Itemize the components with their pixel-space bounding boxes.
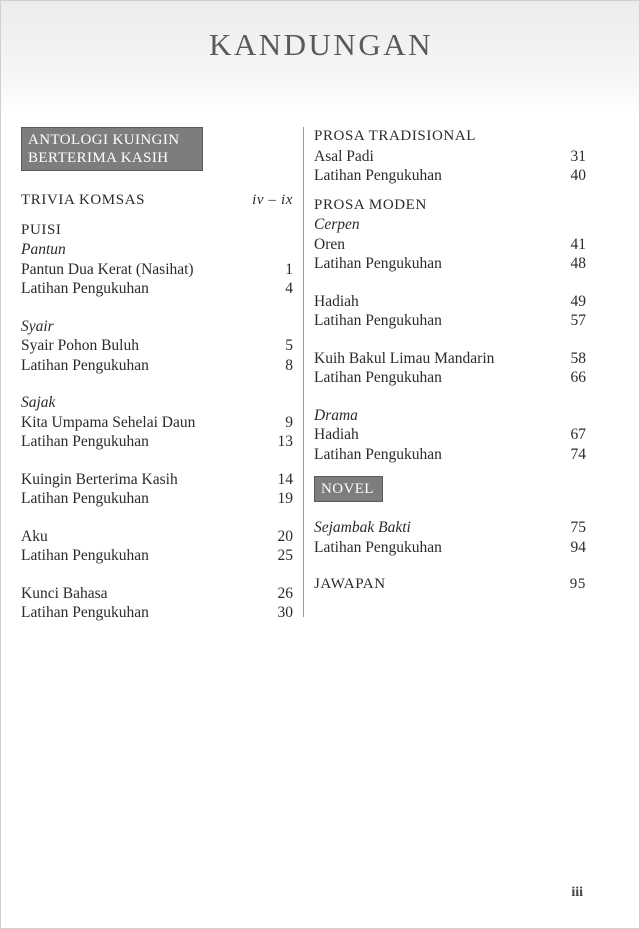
toc-entry[interactable] (314, 425, 586, 445)
entry-label: Latihan Pengukuhan (21, 490, 149, 507)
section-label-novel (314, 476, 383, 502)
entry-page: 94 (570, 538, 586, 556)
section-label-line: ANTOLOGI KUINGIN (28, 132, 180, 148)
right-column (314, 127, 586, 595)
heading-text: PUISI (21, 221, 62, 238)
heading-prosa-tradisional (314, 127, 586, 147)
entry-label: Latihan Pengukuhan (21, 547, 149, 564)
entry-label: Kita Umpama Sehelai Daun (21, 413, 196, 431)
toc-entry[interactable] (314, 166, 586, 186)
entry-page: 49 (570, 292, 586, 310)
entry-page: 67 (570, 426, 586, 443)
toc-entry[interactable] (314, 538, 586, 558)
subheading-text: Drama (314, 406, 358, 424)
entry-page: 66 (570, 369, 586, 386)
entry-page: 48 (570, 255, 586, 272)
toc-entry[interactable] (314, 254, 586, 274)
toc-entry[interactable] (21, 413, 293, 433)
entry-page: 30 (277, 604, 293, 621)
entry-page: 1 (285, 260, 293, 278)
entry-page: 25 (277, 547, 293, 564)
heading-prosa-moden (314, 196, 586, 216)
entry-page: 75 (570, 519, 586, 536)
heading-text: PROSA TRADISIONAL (314, 128, 477, 144)
entry-page: 13 (277, 433, 293, 450)
subheading-syair (21, 317, 293, 337)
toc-entry[interactable] (314, 445, 586, 465)
toc-entry[interactable] (21, 432, 293, 452)
entry-label: Latihan Pengukuhan (314, 538, 442, 556)
toc-entry[interactable] (21, 489, 293, 509)
entry-label: Sejambak Bakti (314, 519, 411, 536)
toc-entry-sejambak-bakti[interactable] (314, 518, 586, 538)
column-divider (303, 127, 304, 617)
entry-page: 26 (277, 584, 293, 602)
entry-page: 5 (285, 337, 293, 354)
toc-entry[interactable] (314, 147, 586, 167)
entry-page: 40 (570, 167, 586, 184)
entry-page: 20 (277, 527, 293, 545)
entry-label: Pantun Dua Kerat (Nasihat) (21, 260, 194, 278)
subheading-drama (314, 406, 586, 426)
section-label-antologi (21, 127, 203, 171)
toc-entry[interactable] (314, 311, 586, 331)
entry-label: Latihan Pengukuhan (314, 312, 442, 329)
entry-label: Latihan Pengukuhan (21, 604, 149, 621)
subheading-text: Pantun (21, 241, 66, 258)
toc-entry[interactable] (314, 349, 586, 369)
toc-entry[interactable] (314, 292, 586, 312)
toc-entry[interactable] (21, 279, 293, 299)
entry-label: Latihan Pengukuhan (314, 445, 442, 463)
entry-label: Latihan Pengukuhan (314, 369, 442, 386)
heading-text: PROSA MODEN (314, 196, 427, 213)
entry-label: Hadiah (314, 426, 359, 443)
entry-label: Oren (314, 235, 345, 253)
toc-entry[interactable] (21, 356, 293, 376)
entry-label: Latihan Pengukuhan (21, 280, 149, 297)
subheading-text: Sajak (21, 394, 56, 411)
entry-page: 9 (285, 413, 293, 431)
subheading-text: Cerpen (314, 216, 360, 233)
entry-page: 14 (277, 470, 293, 488)
entry-page: 19 (277, 490, 293, 507)
toc-entry[interactable] (314, 368, 586, 388)
toc-entry[interactable] (21, 336, 293, 356)
subheading-text: Syair (21, 317, 54, 335)
entry-page: 57 (570, 312, 586, 329)
entry-page: 8 (285, 356, 293, 374)
heading-puisi (21, 221, 293, 241)
toc-entry[interactable] (21, 470, 293, 490)
entry-page: 41 (570, 235, 586, 253)
entry-label: TRIVIA KOMSAS (21, 192, 146, 208)
subheading-cerpen (314, 215, 586, 235)
toc-entry[interactable] (314, 235, 586, 255)
entry-page: 74 (570, 445, 586, 463)
toc-entry[interactable] (21, 584, 293, 604)
entry-label: JAWAPAN (314, 576, 386, 592)
toc-entry[interactable] (21, 527, 293, 547)
left-column (21, 127, 293, 623)
section-label-text: NOVEL (321, 481, 374, 497)
subheading-sajak (21, 393, 293, 413)
entry-label: Kuingin Berterima Kasih (21, 470, 178, 488)
entry-label: Syair Pohon Buluh (21, 337, 139, 354)
entry-label: Kuih Bakul Limau Mandarin (314, 349, 495, 367)
toc-entry[interactable] (21, 603, 293, 623)
entry-label: Latihan Pengukuhan (21, 356, 149, 374)
entry-label: Latihan Pengukuhan (314, 255, 442, 272)
entry-label: Aku (21, 527, 48, 545)
entry-page: 31 (570, 147, 586, 165)
subheading-pantun (21, 240, 293, 260)
entry-page: 4 (285, 280, 293, 297)
entry-page: 58 (570, 349, 586, 367)
footer-page-number: iii (571, 885, 583, 900)
entry-page: iv – ix (252, 192, 293, 208)
entry-label: Kunci Bahasa (21, 584, 108, 602)
toc-entry-trivia[interactable] (21, 191, 293, 211)
section-label-line: BERTERIMA KASIH (28, 150, 169, 166)
toc-entry[interactable] (21, 260, 293, 280)
toc-entry[interactable] (21, 546, 293, 566)
entry-label: Asal Padi (314, 147, 374, 165)
entry-label: Latihan Pengukuhan (314, 167, 442, 184)
toc-entry-jawapan[interactable] (314, 575, 586, 595)
entry-label: Latihan Pengukuhan (21, 433, 149, 450)
entry-page: 95 (569, 576, 586, 592)
entry-label: Hadiah (314, 292, 359, 310)
page-title: KANDUNGAN (209, 27, 433, 62)
